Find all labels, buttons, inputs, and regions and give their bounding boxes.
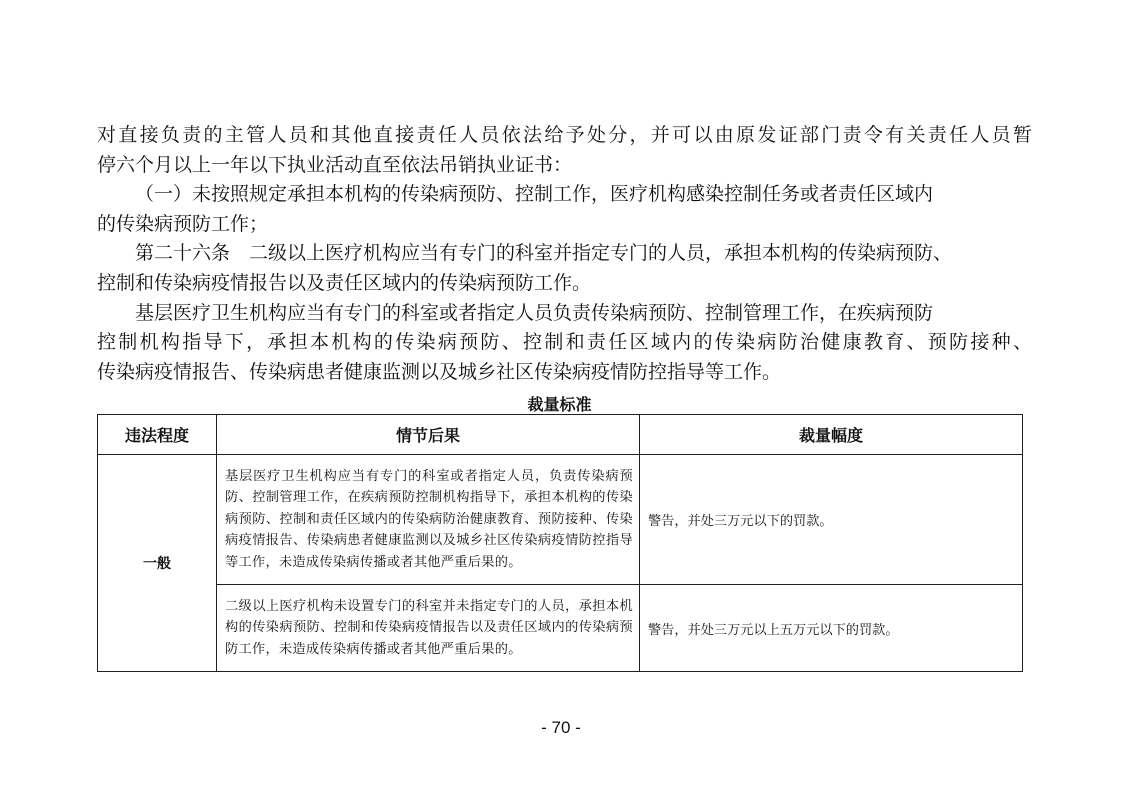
circumstance-cell: 基层医疗卫生机构应当有专门的科室或者指定人员，负责传染病预防、控制管理工作，在疾病预防控制机构指导下，承担本机构的传染病预防、控制和责任区域内的传染病防治健康教育、预防接种、传染病疫情报告、传染病患者健康监测以及城乡社区传染病疫情防控指导等工作，未造成传染病传播或者其他严重后果的。	[217, 455, 640, 585]
paragraph-line: （一）未按照规定承担本机构的传染病预防、控制工作，医疗机构感染控制任务或者责任区域内	[135, 183, 934, 206]
page-number: - 70 -	[541, 718, 581, 737]
header-violation-level: 违法程度	[98, 415, 217, 455]
paragraph-line: 的传染病预防工作；	[97, 212, 269, 235]
body-text	[97, 121, 1032, 387]
discretion-standard-table	[97, 414, 1023, 672]
article-26-line: 第二十六条 二级以上医疗机构应当有专门的科室并指定专门的人员，承担本机构的传染病预防、	[135, 242, 953, 265]
paragraph-line: 控制和传染病疫情报告以及责任区域内的传染病预防工作。	[97, 271, 592, 294]
paragraph-line: 传染病疫情报告、传染病患者健康监测以及城乡社区传染病疫情防控指导等工作。	[97, 360, 782, 383]
paragraph-line: 基层医疗卫生机构应当有专门的科室或者指定人员负责传染病预防、控制管理工作，在疾病预防	[135, 301, 934, 324]
circumstance-cell: 二级以上医疗机构未设置专门的科室并未指定专门的人员，承担本机构的传染病预防、控制和传染病疫情报告以及责任区域内的传染病预防工作，未造成传染病传播或者其他严重后果的。	[217, 585, 640, 672]
paragraph-line: 对直接负责的主管人员和其他直接责任人员依法给予处分，并可以由原发证部门责令有关责任人员暂	[97, 124, 1032, 146]
paragraph-line: 控制机构指导下，承担本机构的传染病预防、控制和责任区域内的传染病防治健康教育、预防接种、	[97, 331, 1032, 354]
table-header-row	[98, 415, 1023, 455]
table-row	[98, 455, 1023, 585]
header-circumstances: 情节后果	[217, 415, 640, 455]
penalty-cell: 警告，并处三万元以上五万元以下的罚款。	[640, 585, 1023, 672]
header-penalty-range: 裁量幅度	[640, 415, 1023, 455]
penalty-cell: 警告，并处三万元以下的罚款。	[640, 455, 1023, 585]
violation-level-cell: 一般	[98, 455, 217, 672]
paragraph-line: 停六个月以上一年以下执业活动直至依法吊销执业证书：	[97, 153, 573, 176]
table-title: 裁量标准	[527, 395, 592, 414]
table-row	[98, 585, 1023, 672]
